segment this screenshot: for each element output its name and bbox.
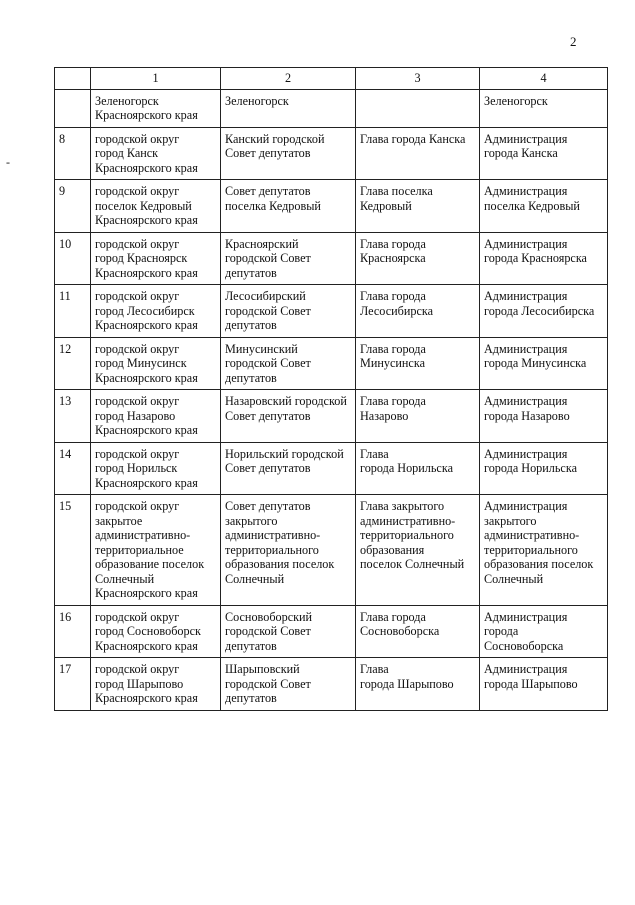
head-cell: Глава города Красноярска — [356, 232, 480, 285]
representative-body-cell: Минусинский городской Совет депутатов — [221, 337, 356, 390]
representative-body-cell: Назаровский городской Совет депутатов — [221, 390, 356, 443]
header-cell-1: 1 — [91, 68, 221, 90]
header-cell-2: 2 — [221, 68, 356, 90]
representative-body-cell: Сосновоборский городской Совет депутатов — [221, 605, 356, 658]
representative-body-cell: Совет депутатов поселка Кедровый — [221, 180, 356, 233]
administration-cell: Администрация города Канска — [480, 127, 608, 180]
row-number-cell — [55, 89, 91, 127]
row-number-cell: 12 — [55, 337, 91, 390]
municipality-cell: городской округ город Норильск Красноярского края — [91, 442, 221, 495]
table-row — [55, 89, 608, 127]
administration-cell: Администрация города Норильска — [480, 442, 608, 495]
table-row — [55, 658, 608, 711]
head-cell — [356, 89, 480, 127]
row-number-cell: 14 — [55, 442, 91, 495]
administration-cell: Администрация города Сосновоборска — [480, 605, 608, 658]
row-number-cell: 8 — [55, 127, 91, 180]
municipality-cell: городской округ поселок Кедровый Красноярского края — [91, 180, 221, 233]
header-cell-3: 3 — [356, 68, 480, 90]
administration-cell: Администрация поселка Кедровый — [480, 180, 608, 233]
administration-cell: Зеленогорск — [480, 89, 608, 127]
head-cell: Глава города Сосновоборска — [356, 605, 480, 658]
row-number-cell: 11 — [55, 285, 91, 338]
municipality-cell: городской округ город Сосновоборск Красноярского края — [91, 605, 221, 658]
administration-cell: Администрация закрытого административно- территориального образования поселок Солнечный — [480, 495, 608, 606]
municipality-cell: городской округ город Красноярск Красноярского края — [91, 232, 221, 285]
municipality-cell: городской округ город Назарово Красноярского края — [91, 390, 221, 443]
representative-body-cell: Канский городской Совет депутатов — [221, 127, 356, 180]
administration-cell: Администрация города Шарыпово — [480, 658, 608, 711]
representative-body-cell: Лесосибирский городской Совет депутатов — [221, 285, 356, 338]
municipality-cell: городской округ город Канск Красноярского края — [91, 127, 221, 180]
head-cell: Глава города Минусинска — [356, 337, 480, 390]
municipality-cell: городской округ город Лесосибирск Красноярского края — [91, 285, 221, 338]
administration-cell: Администрация города Минусинска — [480, 337, 608, 390]
table-row — [55, 285, 608, 338]
municipality-cell: городской округ город Шарыпово Красноярского края — [91, 658, 221, 711]
head-cell: Глава города Лесосибирска — [356, 285, 480, 338]
row-number-cell: 17 — [55, 658, 91, 711]
table-row — [55, 127, 608, 180]
table-header-row — [55, 68, 608, 90]
head-cell: Глава города Шарыпово — [356, 658, 480, 711]
municipality-cell: Зеленогорск Красноярского края — [91, 89, 221, 127]
head-cell: Глава города Норильска — [356, 442, 480, 495]
representative-body-cell: Зеленогорск — [221, 89, 356, 127]
municipal-bodies-table — [54, 67, 608, 711]
head-cell: Глава города Канска — [356, 127, 480, 180]
administration-cell: Администрация города Назарово — [480, 390, 608, 443]
table-row — [55, 495, 608, 606]
page-number: 2 — [570, 34, 577, 49]
table-row — [55, 180, 608, 233]
table-row — [55, 605, 608, 658]
header-cell-4: 4 — [480, 68, 608, 90]
representative-body-cell: Совет депутатов закрытого административно- территориального образования поселок Солнечный — [221, 495, 356, 606]
municipality-cell: городской округ город Минусинск Красноярского края — [91, 337, 221, 390]
municipality-cell: городской округ закрытое административно- территориальное образование поселок Солнечный Красноярского края — [91, 495, 221, 606]
row-number-cell: 13 — [55, 390, 91, 443]
row-number-cell: 10 — [55, 232, 91, 285]
representative-body-cell: Красноярский городской Совет депутатов — [221, 232, 356, 285]
administration-cell: Администрация города Лесосибирска — [480, 285, 608, 338]
head-cell: Глава города Назарово — [356, 390, 480, 443]
table-row — [55, 442, 608, 495]
header-cell-num — [55, 68, 91, 90]
representative-body-cell: Шарыповский городской Совет депутатов — [221, 658, 356, 711]
table-row — [55, 232, 608, 285]
head-cell: Глава поселка Кедровый — [356, 180, 480, 233]
table-row — [55, 337, 608, 390]
administration-cell: Администрация города Красноярска — [480, 232, 608, 285]
row-number-cell: 16 — [55, 605, 91, 658]
row-number-cell: 9 — [55, 180, 91, 233]
table-row — [55, 390, 608, 443]
stray-mark: - — [6, 155, 10, 169]
head-cell: Глава закрытого административно- территориального образования поселок Солнечный — [356, 495, 480, 606]
representative-body-cell: Норильский городской Совет депутатов — [221, 442, 356, 495]
row-number-cell: 15 — [55, 495, 91, 606]
